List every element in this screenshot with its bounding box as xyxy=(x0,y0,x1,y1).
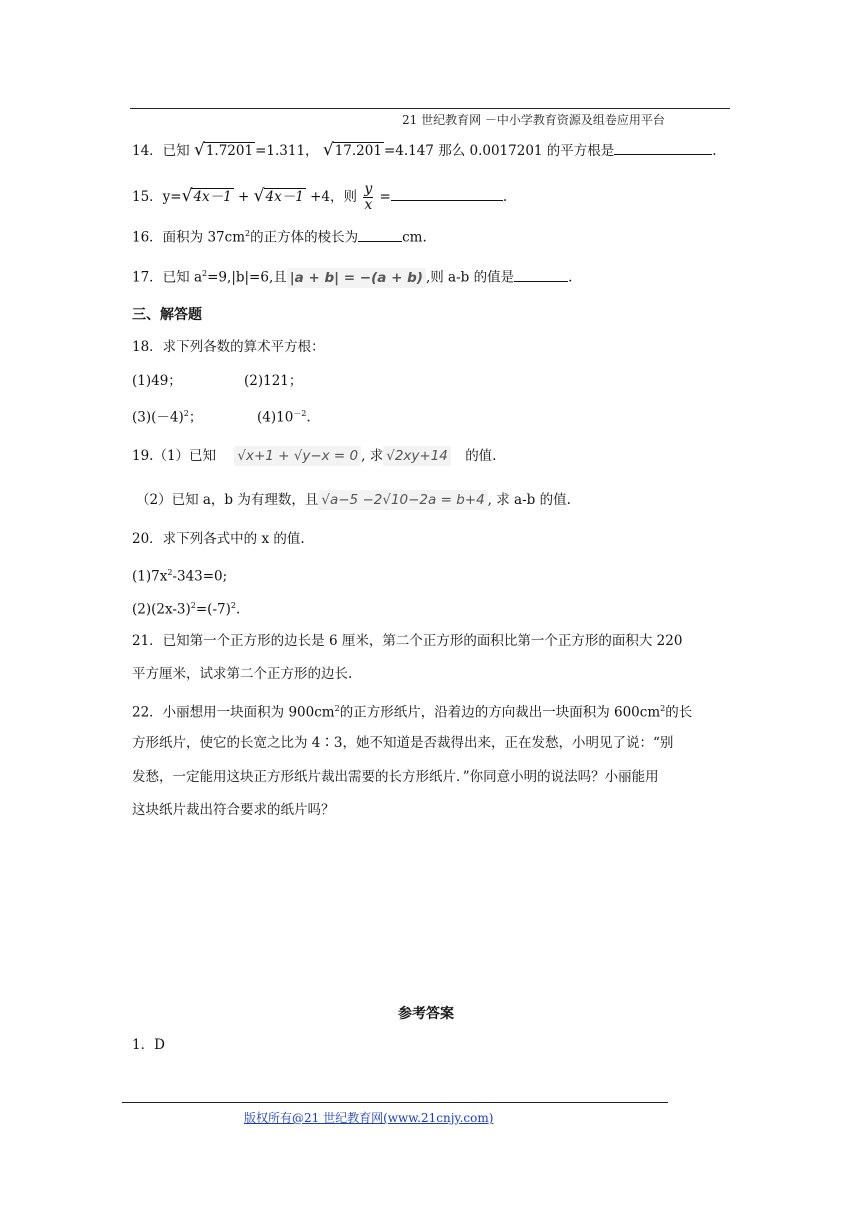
question-20-part2: $(2)(2x-3)^2=(-7)^2$. xyxy=(132,601,241,618)
answer-blank[interactable] xyxy=(614,140,712,155)
math-expression-image: |a + b| = −(a + b) xyxy=(287,268,426,288)
radical-sign: √ xyxy=(253,186,265,206)
question-21-line2: 平方厘米，试求第二个正方形的边长. xyxy=(132,666,353,682)
question-18-title: 18．求下列各数的算术平方根： xyxy=(132,339,325,355)
question-17: 17．已知 $a^2=9,|b|=6$,且 |a + b| = −(a + b) ,则 a-b 的值是 . xyxy=(132,264,572,288)
radical-sign: √ xyxy=(322,140,334,160)
radical-sign: √ xyxy=(193,140,205,160)
question-18-part1: (1)49； xyxy=(132,373,182,389)
answer-blank[interactable] xyxy=(391,186,503,201)
question-20-part1: $(1)7x^2-343=0$; xyxy=(132,568,228,585)
question-22-line1: 22．小丽想用一块面积为 $900cm^2$的正方形纸片，沿着边的方向裁出一块面积为 $600cm^2$的长 xyxy=(132,704,693,721)
question-19-part2: （2）已知 a，b 为有理数，且 √a−5 −2√10−2a = b+4 , 求 a-b 的值. xyxy=(136,492,571,508)
question-20-title: 20．求下列各式中的 x 的值. xyxy=(132,531,305,547)
answer-blank[interactable] xyxy=(358,227,402,242)
question-18-part4: $(4)10^{-2}$. xyxy=(257,409,311,426)
question-21-line1: 21．已知第一个正方形的边长是 6 厘米，第二个正方形的面积比第一个正方形的面积大 220 xyxy=(132,633,683,649)
math-expression-image: √2xy+14 xyxy=(383,446,451,466)
footer-copyright-link[interactable]: 版权所有@21 世纪教育网(www.21cnjy.com) xyxy=(244,1111,494,1125)
section-heading: 三、解答题 xyxy=(132,307,202,323)
answer-1: 1．D xyxy=(132,1037,165,1053)
question-18-part3: $(3)(-4)^2$； xyxy=(132,409,203,426)
question-22-line3: 发愁，一定能用这块正方形纸片裁出需要的长方形纸片．”你同意小明的说法吗？小丽能用 xyxy=(132,769,659,785)
math-expression-image: √x+1 + √y−x = 0 xyxy=(234,446,361,466)
header-rule xyxy=(130,108,730,109)
question-19-part1: 19.（1）已知 √x+1 + √y−x = 0 , 求 √2xy+14 的值. xyxy=(132,448,497,464)
fraction-y-over-x: $\frac{y}{x}$ xyxy=(364,181,373,213)
question-22-line2: 方形纸片，使它的长宽之比为 4∶3，她不知道是否裁得出来，正在发愁，小明见了说：“别 xyxy=(132,735,674,751)
footer-rule xyxy=(122,1102,668,1103)
radical-sign: √ xyxy=(181,186,193,206)
header-text: 21 世纪教育网 －中小学教育资源及组卷应用平台 xyxy=(402,113,665,127)
answers-title: 参考答案 xyxy=(398,1006,454,1022)
question-14: 14．已知 √1.7201 =1.311， √17.201 =4.147 那么 0.0017201 的平方根是 . xyxy=(132,140,717,160)
question-15: 15．y=√4x－1 + √4x－1 +4，则 $\frac{y}{x}$ = . xyxy=(132,181,508,213)
answer-blank[interactable] xyxy=(514,267,568,282)
question-22-line4: 这块纸片裁出符合要求的纸片吗？ xyxy=(132,802,335,818)
math-expression-image: √a−5 −2√10−2a = b+4 xyxy=(318,490,487,510)
question-18-part2: (2)121； xyxy=(244,373,303,389)
question-16: 16．面积为 $37cm^2$的正方体的棱长为 cm. xyxy=(132,224,427,248)
